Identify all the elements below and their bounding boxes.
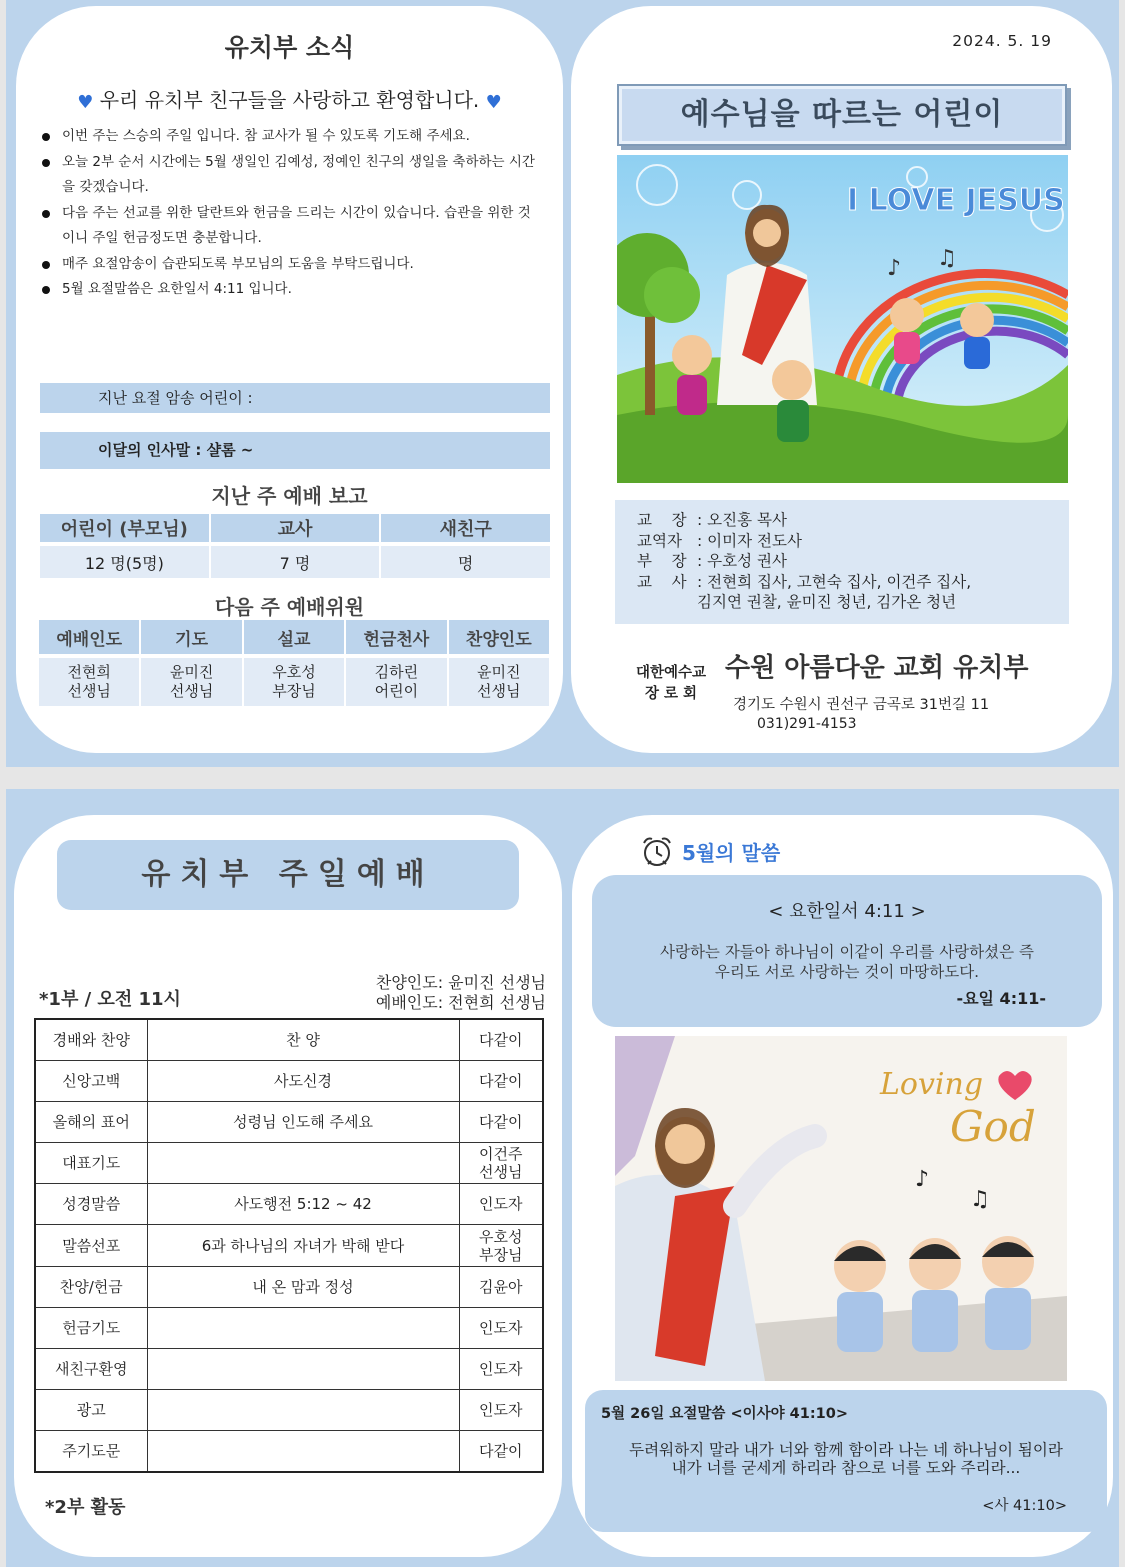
order-content	[147, 1349, 459, 1390]
verse-text	[592, 942, 1102, 982]
order-content: 6과 하나님의 자녀가 박해 받다	[147, 1225, 459, 1266]
verse-heading	[640, 835, 780, 867]
duty-table	[37, 620, 551, 706]
svg-text:♪: ♪	[887, 256, 902, 281]
order-item: 올해의 표어	[35, 1101, 147, 1142]
staff-role	[637, 592, 697, 613]
order-row	[35, 1225, 543, 1266]
verse-signature: -요일 4:11-	[956, 989, 1046, 1008]
order-row	[35, 1431, 543, 1472]
report-title: 지난 주 예배 보고	[211, 484, 368, 508]
notice-list	[40, 124, 540, 303]
staff-row	[637, 510, 1069, 531]
attendance-table	[38, 514, 552, 578]
order-content: 사도행전 5:12 ~ 42	[147, 1184, 459, 1225]
svg-text:♪: ♪	[915, 1167, 930, 1192]
staff-role: 교 장	[637, 511, 687, 529]
attendance-header: 새친구	[381, 514, 550, 546]
order-leader: 다같이	[459, 1431, 543, 1472]
attendance-value: 7 명	[211, 546, 380, 578]
staff-role: 교역자	[637, 531, 682, 550]
verse-line: 사랑하는 자들아 하나님이 이같이 우리를 사랑하셨은 즉	[660, 943, 1034, 961]
order-item: 말씀선포	[35, 1225, 147, 1266]
next-verse-line: 내가 너를 굳세게 하리라 참으로 너를 도와 주리라...	[671, 1459, 1021, 1477]
verse-reference: < 요한일서 4:11 >	[768, 901, 926, 922]
order-row	[35, 1349, 543, 1390]
notice-item: 이번 주는 스승의 주일 입니다. 참 교사가 될 수 있도록 기도해 주세요.	[40, 124, 540, 150]
memorize-children-bar: 지난 요절 암송 어린이 :	[40, 383, 550, 413]
news-panel	[16, 6, 563, 753]
news-title: 유치부 소식	[224, 33, 355, 62]
notice-item: 다음 주는 선교를 위한 달란트와 헌금을 드리는 시간이 있습니다. 습관을 위한 것이니 주일 헌금정도면 충분합니다.	[40, 201, 540, 252]
duty-person: 윤미진	[477, 663, 521, 681]
order-row	[35, 1060, 543, 1101]
staff-list	[615, 500, 1069, 624]
duty-cell	[449, 658, 549, 706]
order-item: 신앙고백	[35, 1060, 147, 1101]
order-leader: 김윤아	[459, 1266, 543, 1307]
next-verse-line: 두려워하지 말라 내가 너와 함께 함이라 나는 네 하나님이 됨이라	[629, 1441, 1063, 1459]
church-phone: 031)291-4153	[757, 716, 857, 732]
image-caption: Loving	[880, 1067, 984, 1102]
order-row	[35, 1143, 543, 1184]
worship-leader: 예배인도: 전현희 선생님	[375, 993, 546, 1012]
order-leader: 다같이	[459, 1060, 543, 1101]
welcome-line	[16, 84, 563, 113]
duty-person: 우호성	[272, 663, 316, 681]
order-leader: 이건주 선생님	[459, 1143, 543, 1184]
verse-panel	[572, 815, 1113, 1557]
duty-role: 부장님	[272, 682, 316, 700]
duty-person: 전현희	[67, 663, 111, 681]
duty-role: 어린이	[374, 682, 419, 700]
bulletin-sheet-inside	[6, 789, 1119, 1567]
order-item: 헌금기도	[35, 1307, 147, 1348]
bulletin-date: 2024. 5. 19	[952, 32, 1052, 50]
staff-row	[637, 531, 1069, 552]
duty-cell	[39, 658, 139, 706]
heart-icon: ♥	[485, 92, 502, 113]
welcome-text: 우리 유치부 친구들을 사랑하고 환영합니다.	[99, 88, 480, 112]
attendance-header: 교사	[211, 514, 380, 546]
order-row	[35, 1266, 543, 1307]
order-content	[147, 1143, 459, 1184]
verse-line: 우리도 서로 사랑하는 것이 마땅하도다.	[714, 963, 980, 981]
order-content: 사도신경	[147, 1060, 459, 1101]
worship-panel	[14, 815, 562, 1557]
duty-person: 윤미진	[169, 663, 214, 681]
order-content	[147, 1390, 459, 1431]
alarm-clock-icon	[640, 835, 674, 867]
order-leader: 인도자	[459, 1184, 543, 1225]
duty-person: 김하린	[374, 663, 419, 681]
notice-item: 오늘 2부 순서 시간에는 5월 생일인 김예성, 정예인 친구의 생일을 축하하는 시간을 갖겠습니다.	[40, 150, 540, 201]
loving-god-illustration	[615, 1036, 1067, 1381]
order-content: 성령님 인도해 주세요	[147, 1101, 459, 1142]
staff-role: 부 장	[637, 552, 687, 570]
order-leader: 인도자	[459, 1390, 543, 1431]
staff-row	[637, 572, 1069, 593]
monthly-verse-box	[592, 875, 1102, 1027]
heart-icon: ♥	[77, 92, 94, 113]
order-item: 광고	[35, 1390, 147, 1431]
denomination	[623, 663, 719, 705]
next-verse-reference: <사 41:10>	[982, 1498, 1067, 1514]
order-row	[35, 1307, 543, 1348]
hero-caption: I LOVE JESUS	[847, 183, 1065, 218]
staff-names: : 우호성 권사	[697, 552, 787, 570]
staff-names: : 전현희 집사, 고현숙 집사, 이건주 집사,	[697, 572, 972, 591]
part2-heading: *2부 활동	[45, 1497, 126, 1518]
order-item: 성경말씀	[35, 1184, 147, 1225]
order-leader: 우호성 부장님	[459, 1225, 543, 1266]
attendance-header: 어린이 (부모님)	[40, 514, 209, 546]
image-caption: God	[950, 1102, 1036, 1151]
duty-header: 찬양인도	[449, 620, 549, 658]
order-row	[35, 1019, 543, 1060]
leaders	[376, 973, 546, 1013]
notice-item: 매주 요절암송이 습관되도록 부모님의 도움을 부탁드립니다.	[40, 252, 540, 278]
duty-header: 헌금천사	[346, 620, 446, 658]
svg-text:♫: ♫	[970, 1187, 990, 1212]
order-item: 대표기도	[35, 1143, 147, 1184]
order-row	[35, 1390, 543, 1431]
order-item: 경배와 찬양	[35, 1019, 147, 1060]
duty-header: 설교	[244, 620, 344, 658]
next-verse-text	[585, 1441, 1107, 1477]
order-item: 주기도문	[35, 1431, 147, 1472]
worship-order-table	[34, 1018, 544, 1473]
duty-cell	[141, 658, 241, 706]
next-verse-box	[585, 1390, 1107, 1532]
staff-row	[637, 551, 1069, 572]
order-item: 찬양/헌금	[35, 1266, 147, 1307]
order-content	[147, 1307, 459, 1348]
denomination-line: 대한예수교	[635, 665, 707, 681]
church-address: 경기도 수원시 권선구 금곡로 31번길 11	[733, 697, 990, 713]
duty-role: 선생님	[169, 682, 214, 700]
duty-header: 기도	[141, 620, 241, 658]
order-content: 내 온 맘과 정성	[147, 1266, 459, 1307]
order-leader: 다같이	[459, 1101, 543, 1142]
cover-banner: 예수님을 따르는 어린이	[617, 84, 1067, 146]
order-row	[35, 1184, 543, 1225]
duty-cell	[244, 658, 344, 706]
cover-panel	[571, 6, 1112, 753]
attendance-value: 12 명(5명)	[40, 546, 209, 578]
order-leader: 인도자	[459, 1349, 543, 1390]
staff-role: 교 사	[637, 572, 687, 591]
staff-names: : 이미자 전도사	[697, 531, 802, 550]
worship-title: 유치부 주일예배	[57, 840, 519, 910]
attendance-value: 명	[381, 546, 550, 578]
duty-role: 선생님	[477, 682, 521, 700]
order-leader: 다같이	[459, 1019, 543, 1060]
verse-heading-text: 5월의 말씀	[682, 840, 781, 865]
staff-row	[637, 592, 1069, 613]
jesus-children-illustration	[617, 155, 1068, 483]
duty-cell	[346, 658, 446, 706]
staff-names: : 오진홍 목사	[697, 511, 787, 529]
song-leader: 찬양인도: 윤미진 선생님	[375, 973, 546, 992]
order-leader: 인도자	[459, 1307, 543, 1348]
order-content: 찬 양	[147, 1019, 459, 1060]
order-item: 새친구환영	[35, 1349, 147, 1390]
order-row	[35, 1101, 543, 1142]
order-content	[147, 1431, 459, 1472]
denomination-line: 장 로 회	[644, 686, 698, 702]
church-name: 수원 아름다운 교회 유치부	[725, 653, 1029, 683]
svg-text:♫: ♫	[937, 246, 957, 271]
monthly-greeting-bar: 이달의 인사말 : 샬롬 ~	[40, 432, 550, 469]
notice-item: 5월 요절말씀은 요한일서 4:11 입니다.	[40, 277, 540, 303]
part1-heading: *1부 / 오전 11시	[39, 989, 181, 1010]
bulletin-sheet-front	[6, 0, 1119, 767]
duty-title: 다음 주 예배위원	[214, 595, 365, 619]
next-verse-label: 5월 26일 요절말씀 <이사야 41:10>	[601, 1406, 848, 1422]
duty-role: 선생님	[67, 682, 111, 700]
staff-names: 김지연 권찰, 윤미진 청년, 김가온 청년	[697, 593, 957, 611]
duty-header: 예배인도	[39, 620, 139, 658]
